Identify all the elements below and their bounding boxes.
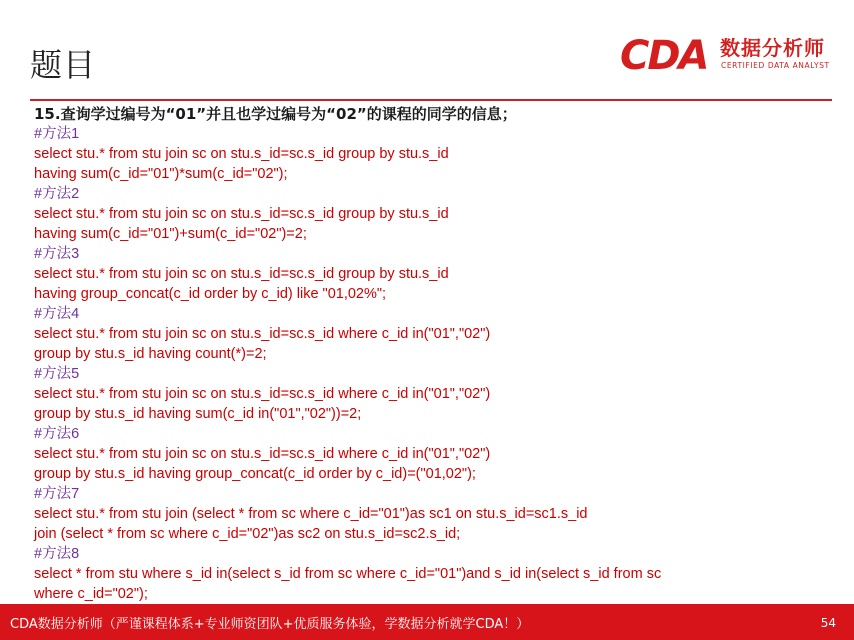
- question-text: 15.查询学过编号为“01”并且也学过编号为“02”的课程的同学的信息；: [34, 105, 517, 123]
- sql-code-line: having sum(c_id="01")*sum(c_id="02");: [34, 166, 288, 182]
- sql-code-line: having group_concat(c_id order by c_id) like "01,02%";: [34, 286, 387, 302]
- header-divider: [30, 99, 832, 101]
- sql-code-line: select stu.* from stu join sc on stu.s_id=sc.s_id where c_id in("01","02"): [34, 446, 491, 462]
- sql-code-line: group by stu.s_id having sum(c_id in("01","02"))=2;: [34, 406, 362, 422]
- method-comment: #方法2: [34, 186, 80, 202]
- page-number: 54: [820, 616, 836, 630]
- sql-code-line: select stu.* from stu join (select * from sc where c_id="01")as sc1 on stu.s_id=sc1.s_id: [34, 506, 588, 522]
- method-comment: #方法7: [34, 486, 80, 502]
- method-comment: #方法8: [34, 546, 80, 562]
- method-comment: #方法5: [34, 366, 80, 382]
- logo-mark: CDA: [620, 33, 708, 79]
- cda-logo: [620, 34, 832, 78]
- code-listing: [34, 124, 834, 604]
- sql-code-line: join (select * from sc where c_id="02")as sc2 on stu.s_id=sc2.s_id;: [34, 526, 461, 542]
- sql-code-line: select * from stu where s_id in(select s_id from sc where c_id="01")and s_id in(select s_id from sc: [34, 566, 662, 582]
- sql-code-line: group by stu.s_id having group_concat(c_id order by c_id)=("01,02");: [34, 466, 476, 482]
- sql-code-line: select stu.* from stu join sc on stu.s_id=sc.s_id group by stu.s_id: [34, 206, 449, 222]
- method-comment: #方法3: [34, 246, 80, 262]
- method-comment: #方法1: [34, 126, 80, 142]
- sql-code-line: select stu.* from stu join sc on stu.s_id=sc.s_id group by stu.s_id: [34, 266, 449, 282]
- slide-title: 题目: [30, 46, 97, 84]
- method-comment: #方法6: [34, 426, 80, 442]
- sql-code-line: select stu.* from stu join sc on stu.s_id=sc.s_id where c_id in("01","02"): [34, 326, 491, 342]
- sql-code-line: having sum(c_id="01")+sum(c_id="02")=2;: [34, 226, 307, 242]
- sql-code-line: select stu.* from stu join sc on stu.s_id=sc.s_id where c_id in("01","02"): [34, 386, 491, 402]
- footer-text: CDA数据分析师（严谨课程体系+专业师资团队+优质服务体验，学数据分析就学CDA！）: [10, 617, 530, 632]
- logo-name-en: CERTIFIED DATA ANALYST: [721, 61, 830, 70]
- sql-code-line: where c_id="02");: [34, 586, 148, 602]
- sql-code-line: select stu.* from stu join sc on stu.s_id=sc.s_id group by stu.s_id: [34, 146, 449, 162]
- method-comment: #方法4: [34, 306, 80, 322]
- sql-code-line: group by stu.s_id having count(*)=2;: [34, 346, 267, 362]
- footer-bar: [0, 604, 854, 640]
- logo-name-cn: 数据分析师: [720, 36, 825, 60]
- slide-content: [34, 104, 834, 604]
